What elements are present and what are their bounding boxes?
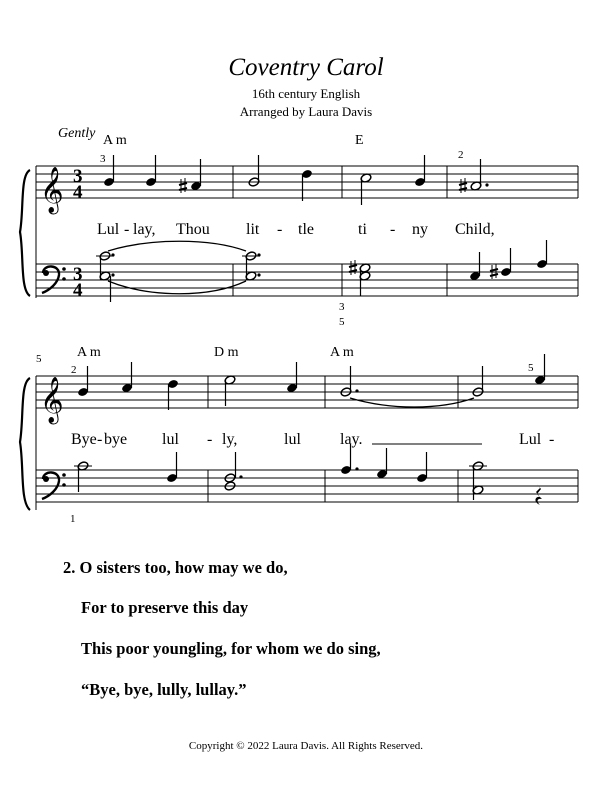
fingering: 5 [339,316,345,328]
treble-staff [36,376,578,408]
song-title: Coventry Carol [228,54,384,81]
chord-symbol: D m [214,345,239,360]
lyric-hyphen: - [549,431,555,448]
svg-text:3: 3 [73,166,83,187]
lyric-syllable: ti [358,221,367,238]
verse-line: “Bye, bye, lully, lullay.” [81,680,247,699]
lyric-syllable: lit [246,221,260,238]
lyric-syllable: Lul [97,221,120,238]
lyrics-line [97,221,495,238]
svg-text:4: 4 [73,280,83,301]
lyric-syllable: lul [162,431,179,448]
fingering: 2 [71,364,77,376]
lyric-hyphen: - [277,221,283,238]
verse-line: For to preserve this day [81,598,249,617]
song-subtitle: 16th century English [251,86,361,101]
lyric-syllable: tle [298,221,314,238]
system-brace [20,378,30,510]
treble-clef-icon: 𝄞 [40,167,64,212]
lyric-hyphen: - [124,221,130,238]
measure-number: 5 [36,353,42,365]
chord-symbol: A m [103,133,127,148]
time-signature [73,166,83,203]
time-signature [73,264,83,301]
verse-line: This poor youngling, for whom we do sing, [81,639,381,658]
lyric-hyphen: - [97,431,103,448]
chord-symbol: A m [77,345,101,360]
fingering: 3 [339,301,345,313]
fingering: 5 [528,362,534,374]
chord-symbol: A m [330,345,354,360]
lyric-hyphen: - [390,221,396,238]
lyric-syllable: Child, [455,221,495,238]
fingering: 2 [458,149,464,161]
treble-notes [77,354,546,410]
tempo-marking: Gently [58,126,96,141]
lyric-syllable: ny [412,221,428,238]
lyric-syllable: lay, [133,221,156,238]
fingering: 3 [100,153,106,165]
lyrics-line [71,431,554,448]
lyric-syllable: Thou [176,221,210,238]
bass-staff [36,470,578,502]
bass-notes [74,444,542,505]
arranger-credit: Arranged by Laura Davis [239,104,373,119]
svg-text:3: 3 [73,264,83,285]
lyric-hyphen: - [207,431,213,448]
bass-notes [96,240,548,302]
copyright-notice: Copyright © 2022 Laura Davis. All Rights Reserved. [188,740,424,752]
lyric-syllable: lay. [340,431,363,448]
lyric-syllable: bye [104,431,128,448]
lyric-syllable: ly, [222,431,238,448]
lyric-syllable: lul [284,431,301,448]
svg-text:4: 4 [73,182,83,203]
verse-line: 2. O sisters too, how may we do, [63,558,288,577]
fingering: 1 [70,513,76,525]
treble-clef-icon: 𝄞 [40,377,64,422]
lyric-syllable: Lul [519,431,542,448]
chord-symbol: E [355,133,364,148]
system-brace [20,170,30,296]
lyric-syllable: Bye [71,431,97,448]
